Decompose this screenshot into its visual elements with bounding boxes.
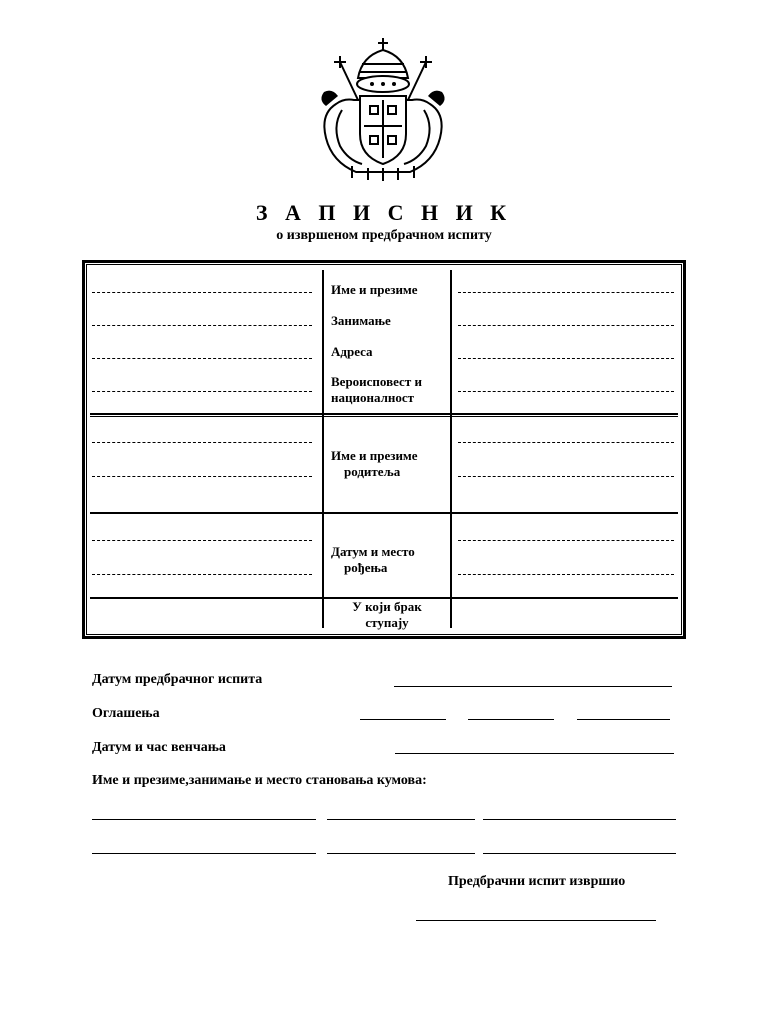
- fill-line-wedding-datetime[interactable]: [395, 753, 674, 754]
- fill-line-witness-2-name[interactable]: [92, 853, 316, 854]
- fill-line-bride-parent-1[interactable]: [458, 442, 674, 443]
- fill-line-witness-1-residence[interactable]: [483, 819, 676, 820]
- fill-line-groom-birth-2[interactable]: [92, 574, 312, 575]
- fill-line-groom-name[interactable]: [92, 292, 312, 293]
- fill-line-bride-parent-2[interactable]: [458, 476, 674, 477]
- label-wedding-datetime: Датум и час венчања: [92, 740, 226, 755]
- label-religion-line2: националност: [331, 390, 415, 405]
- document-title: З А П И С Н И К: [255, 200, 513, 225]
- label-exam-date: Датум предбрачног испита: [92, 672, 263, 687]
- label-marriage-line2: ступају: [365, 615, 409, 630]
- fill-line-witness-2-residence[interactable]: [483, 853, 676, 854]
- label-announcements: Оглашења: [92, 706, 160, 721]
- label-address: Адреса: [331, 344, 373, 359]
- fill-line-groom-occupation[interactable]: [92, 325, 312, 326]
- fill-line-groom-parent-2[interactable]: [92, 476, 312, 477]
- label-occupation: Занимање: [331, 313, 391, 328]
- fill-line-signature[interactable]: [416, 920, 656, 921]
- section-divider: [90, 413, 678, 415]
- label-parents-line2: родитеља: [344, 464, 401, 479]
- fill-line-bride-birth-2[interactable]: [458, 574, 674, 575]
- column-divider-right: [450, 270, 452, 628]
- column-divider-left: [322, 270, 324, 628]
- fill-line-groom-address[interactable]: [92, 358, 312, 359]
- fill-line-groom-birth-1[interactable]: [92, 540, 312, 541]
- fill-line-exam-date[interactable]: [394, 686, 672, 687]
- fill-line-witness-1-name[interactable]: [92, 819, 316, 820]
- section-divider: [90, 416, 678, 417]
- fill-line-announcement-1[interactable]: [360, 719, 446, 720]
- document-subtitle: о извршеном предбрачном испиту: [276, 228, 492, 243]
- label-performed-by: Предбрачни испит извршио: [448, 874, 626, 889]
- fill-line-groom-religion[interactable]: [92, 391, 312, 392]
- label-parents-line1: Име и презиме: [331, 448, 418, 463]
- fill-line-witness-1-occupation[interactable]: [327, 819, 475, 820]
- label-birth-line2: рођења: [344, 560, 388, 575]
- fill-line-witness-2-occupation[interactable]: [327, 853, 475, 854]
- label-birth-line1: Датум и место: [331, 544, 415, 559]
- fill-line-announcement-3[interactable]: [577, 719, 670, 720]
- label-name: Име и презиме: [331, 282, 418, 297]
- fill-line-announcement-2[interactable]: [468, 719, 554, 720]
- section-divider: [90, 512, 678, 514]
- fill-line-bride-occupation[interactable]: [458, 325, 674, 326]
- fill-line-bride-address[interactable]: [458, 358, 674, 359]
- fill-line-bride-birth-1[interactable]: [458, 540, 674, 541]
- label-marriage-line1: У који брак: [352, 599, 422, 614]
- fill-line-bride-name[interactable]: [458, 292, 674, 293]
- church-coat-of-arms-emblem: [312, 34, 454, 182]
- fill-line-bride-religion[interactable]: [458, 391, 674, 392]
- fill-line-groom-parent-1[interactable]: [92, 442, 312, 443]
- label-religion-line1: Вероисповест и: [331, 374, 422, 389]
- label-witnesses: Име и презиме,занимање и место становања кумова:: [92, 773, 427, 788]
